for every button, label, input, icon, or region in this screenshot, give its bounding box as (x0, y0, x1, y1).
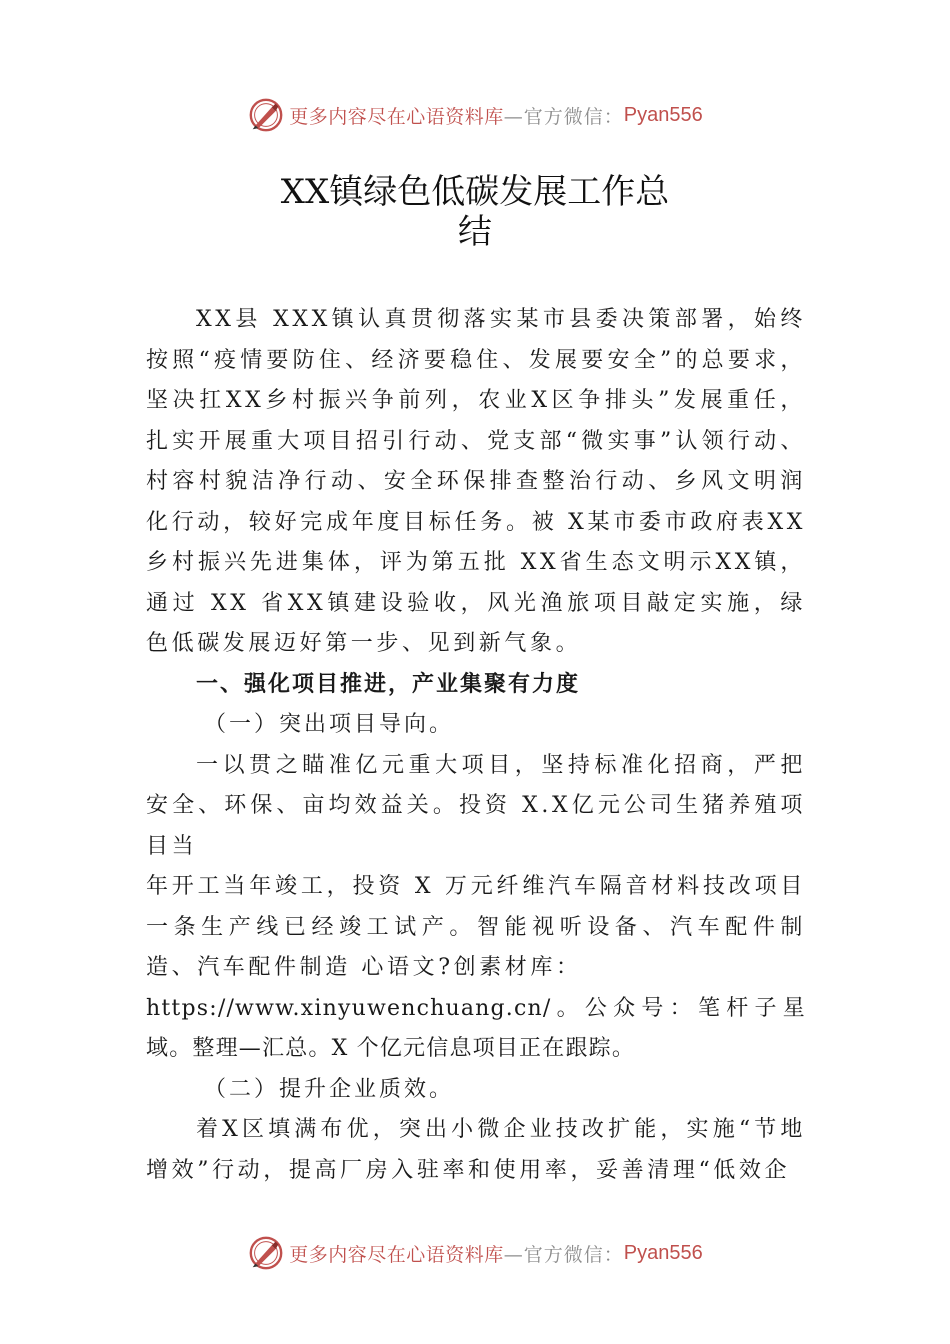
wechat-account: Pyan556 (623, 1241, 703, 1264)
pen-logo-icon (247, 96, 285, 134)
subsection-1-heading: （一）突出项目导向。 (204, 712, 455, 737)
wechat-label: —官方微信： (503, 1243, 624, 1266)
subsection-1-paragraph-c: https://www.xinyuwenchuang.cn/。公众号：笔杆子星域。整理—汇总。X 个亿元信息项目正在跟踪。 (146, 995, 806, 1061)
subsection-2-paragraph: 着X区填满布优，突出小微企业技改扩能，实施“节地增效”行动，提高厂房入驻率和使用率，妥善清理“低效企 (146, 1117, 806, 1183)
footer-watermark (0, 1233, 950, 1273)
subsection-1-paragraph-a: 一以贯之瞄准亿元重大项目，坚持标准化招商，严把安全、环保、亩均效益关。投资 X.X亿元公司生猪养殖项目当 (146, 752, 806, 859)
document-body (146, 300, 806, 1191)
wechat-label: —官方微信： (503, 105, 624, 128)
subsection-1-paragraph-b: 年开工当年竣工，投资 X 万元纤维汽车隔音材料技改项目一条生产线已经竣工试产。智能视听设备、汽车配件制造、汽车配件制造 心语文?创素材库： (146, 874, 806, 980)
brand-text: 更多内容尽在心语资料库 (289, 105, 504, 128)
title-line-1: XX镇绿色低碳发展工作总 (280, 172, 670, 212)
document-title (0, 172, 950, 252)
section-1-heading: 一、强化项目推进，产业集聚有力度 (196, 671, 581, 697)
title-line-2: 结 (458, 212, 492, 252)
header-watermark (0, 95, 950, 135)
wechat-account: Pyan556 (623, 103, 703, 126)
subsection-2-heading: （二）提升企业质效。 (204, 1076, 455, 1102)
brand-text: 更多内容尽在心语资料库 (289, 1243, 504, 1266)
pen-logo-icon (247, 1234, 285, 1272)
intro-paragraph: XX县 XXX镇认真贯彻落实某市县委决策部署，始终按照“疫情要防住、经济要稳住、发展要安全”的总要求，坚决扛XX乡村振兴争前列，农业X区争排头”发展重任，扎实开展重大项目招引行动、党支部“微实事”认领行动、村容村貌洁净行动、安全环保排查整治行动、乡风文明润化行动，较好完成年度目标任务。被 X某市委市政府表XX乡村振兴先进集体，评为第五批 XX省生态文明示XX镇，通过 XX 省XX镇建设验收，风光渔旅项目敲定实施，绿色低碳发展迈好第一步、见到新气象。 (146, 307, 806, 656)
